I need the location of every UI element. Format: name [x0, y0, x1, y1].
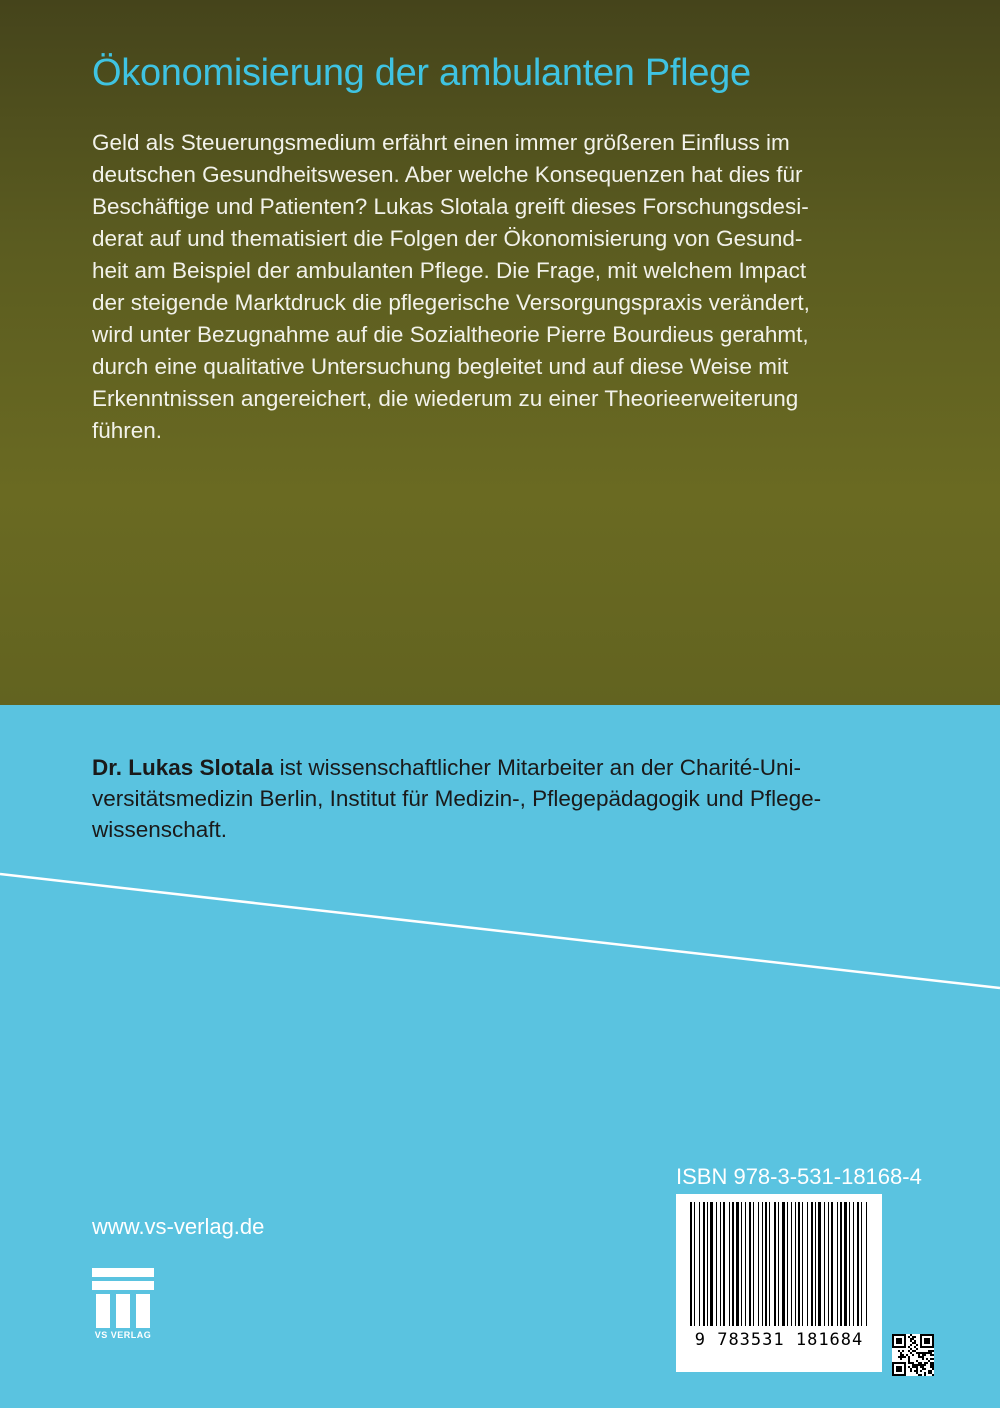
author-name: Dr. Lukas Slotala [92, 755, 274, 780]
blurb-text [92, 127, 912, 447]
logo-label: VS VERLAG [94, 1330, 152, 1340]
author-bio [92, 752, 912, 845]
author-bio-line: wissenschaft. [92, 817, 228, 842]
blurb-line: heit am Beispiel der ambulanten Pflege. Die Frage, mit welchem Impact [92, 258, 807, 283]
blurb-line: durch eine qualitative Untersuchung begleitet und auf diese Weise mit [92, 354, 789, 379]
blurb-line: Erkenntnissen angereichert, die wiederum zu einer Theorieerweiterung [92, 386, 799, 411]
diagonal-line [0, 860, 1000, 1000]
author-bio-line: versitätsmedizin Berlin, Institut für Medizin-, Pflegepädagogik und Pflege- [92, 786, 822, 811]
isbn-label: ISBN 978-3-531-18168-4 [676, 1164, 922, 1189]
author-bio-line [92, 752, 912, 783]
blurb-line: deutschen Gesundheitswesen. Aber welche Konsequenzen hat dies für [92, 162, 803, 187]
blurb-line: führen. [92, 418, 163, 443]
author-bio-text: ist wissenschaftlicher Mitarbeiter an der Charité-Uni- [273, 755, 802, 780]
barcode-digits: 9 783531 181684 [694, 1330, 864, 1350]
book-title: Ökonomisierung der ambulanten Pflege [92, 52, 751, 94]
qr-code-icon [892, 1334, 934, 1376]
blurb-line: der steigende Marktdruck die pflegerische Versorgungspraxis verändert, [92, 290, 810, 315]
blurb-line: derat auf und thematisiert die Folgen der Ökonomisierung von Gesund- [92, 226, 803, 251]
blurb-line: wird unter Bezugnahme auf die Sozialtheorie Pierre Bourdieus gerahmt, [92, 322, 809, 347]
blurb-line: Geld als Steuerungsmedium erfährt einen immer größeren Einfluss im [92, 130, 790, 155]
publisher-website[interactable]: www.vs-verlag.de [92, 1214, 265, 1239]
blurb-line: Beschäftige und Patienten? Lukas Slotala greift dieses Forschungsdesi- [92, 194, 809, 219]
